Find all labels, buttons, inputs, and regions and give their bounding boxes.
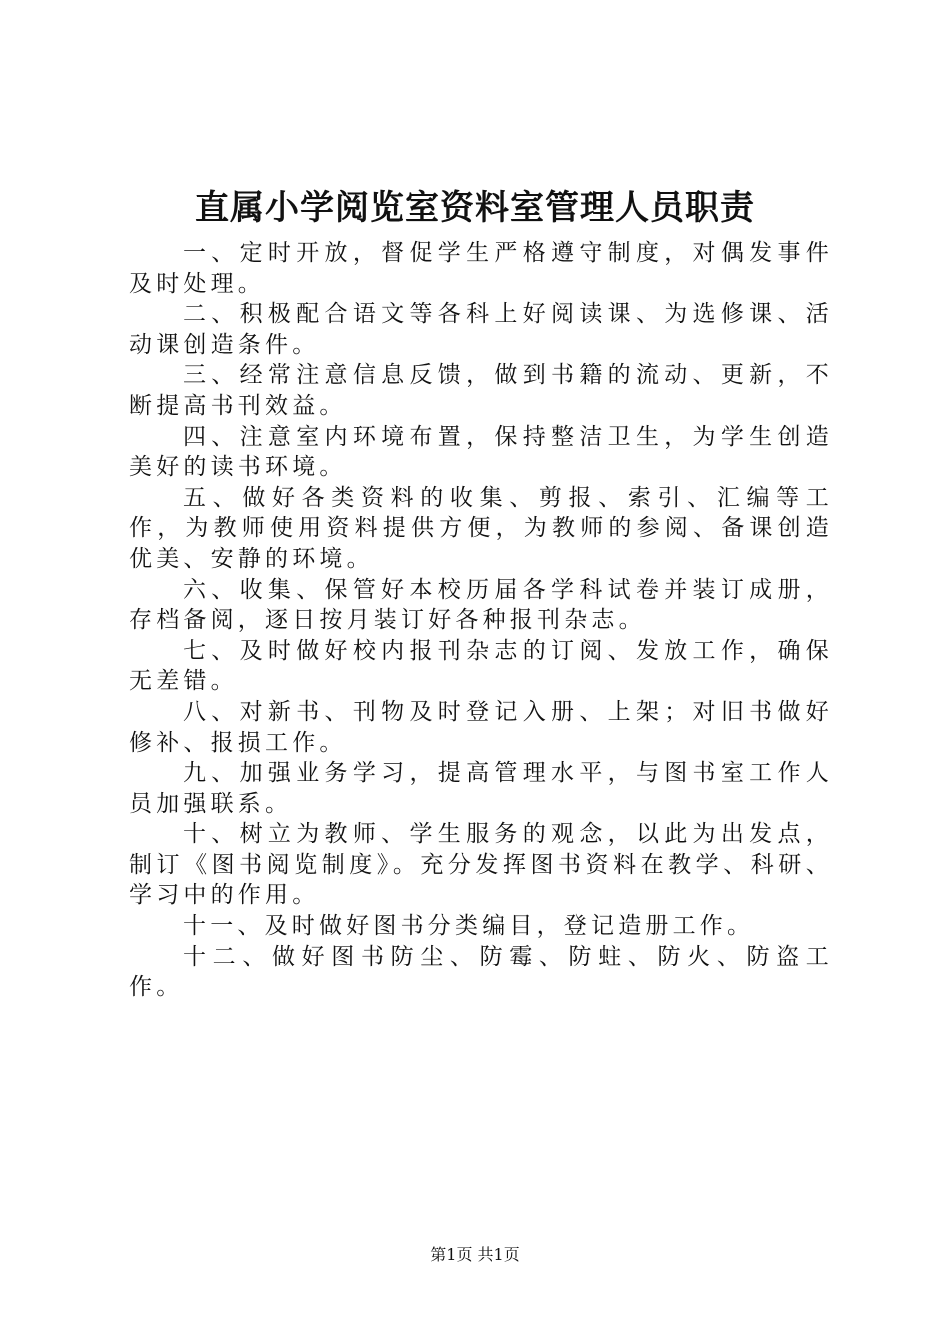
duty-item-12: 十二、做好图书防尘、防霉、防蛀、防火、防盗工作。 [129, 943, 833, 1001]
duty-item-7: 七、及时做好校内报刊杂志的订阅、发放工作，确保无差错。 [129, 637, 833, 695]
duty-item-8: 八、对新书、刊物及时登记入册、上架；对旧书做好修补、报损工作。 [129, 698, 833, 756]
document-title: 直属小学阅览室资料室管理人员职责 [195, 188, 755, 228]
duty-item-2: 二、积极配合语文等各科上好阅读课、为选修课、活动课创造条件。 [129, 301, 833, 358]
duty-item-1: 一、定时开放，督促学生严格遵守制度，对偶发事件及时处理。 [129, 240, 833, 297]
duty-item-6: 六、收集、保管好本校历届各学科试卷并装订成册，存档备阅，逐日按月装订好各种报刊杂志。 [129, 576, 833, 634]
document-body [129, 238, 833, 1003]
duty-item-10: 十、树立为教师、学生服务的观念，以此为出发点，制订《图书阅览制度》。充分发挥图书资料在教学、科研、学习中的作用。 [129, 821, 833, 909]
page-number-footer: 第1页 共1页 [430, 1245, 520, 1264]
duty-item-5: 五、做好各类资料的收集、剪报、索引、汇编等工作，为教师使用资料提供方便，为教师的参阅、备课创造优美、安静的环境。 [129, 484, 833, 572]
duty-item-3: 三、经常注意信息反馈，做到书籍的流动、更新，不断提高书刊效益。 [129, 362, 833, 419]
duty-item-11: 十一、及时做好图书分类编目，登记造册工作。 [183, 913, 755, 940]
duty-item-9: 九、加强业务学习，提高管理水平，与图书室工作人员加强联系。 [129, 760, 833, 817]
duty-item-4: 四、注意室内环境布置，保持整洁卫生，为学生创造美好的读书环境。 [129, 423, 833, 481]
